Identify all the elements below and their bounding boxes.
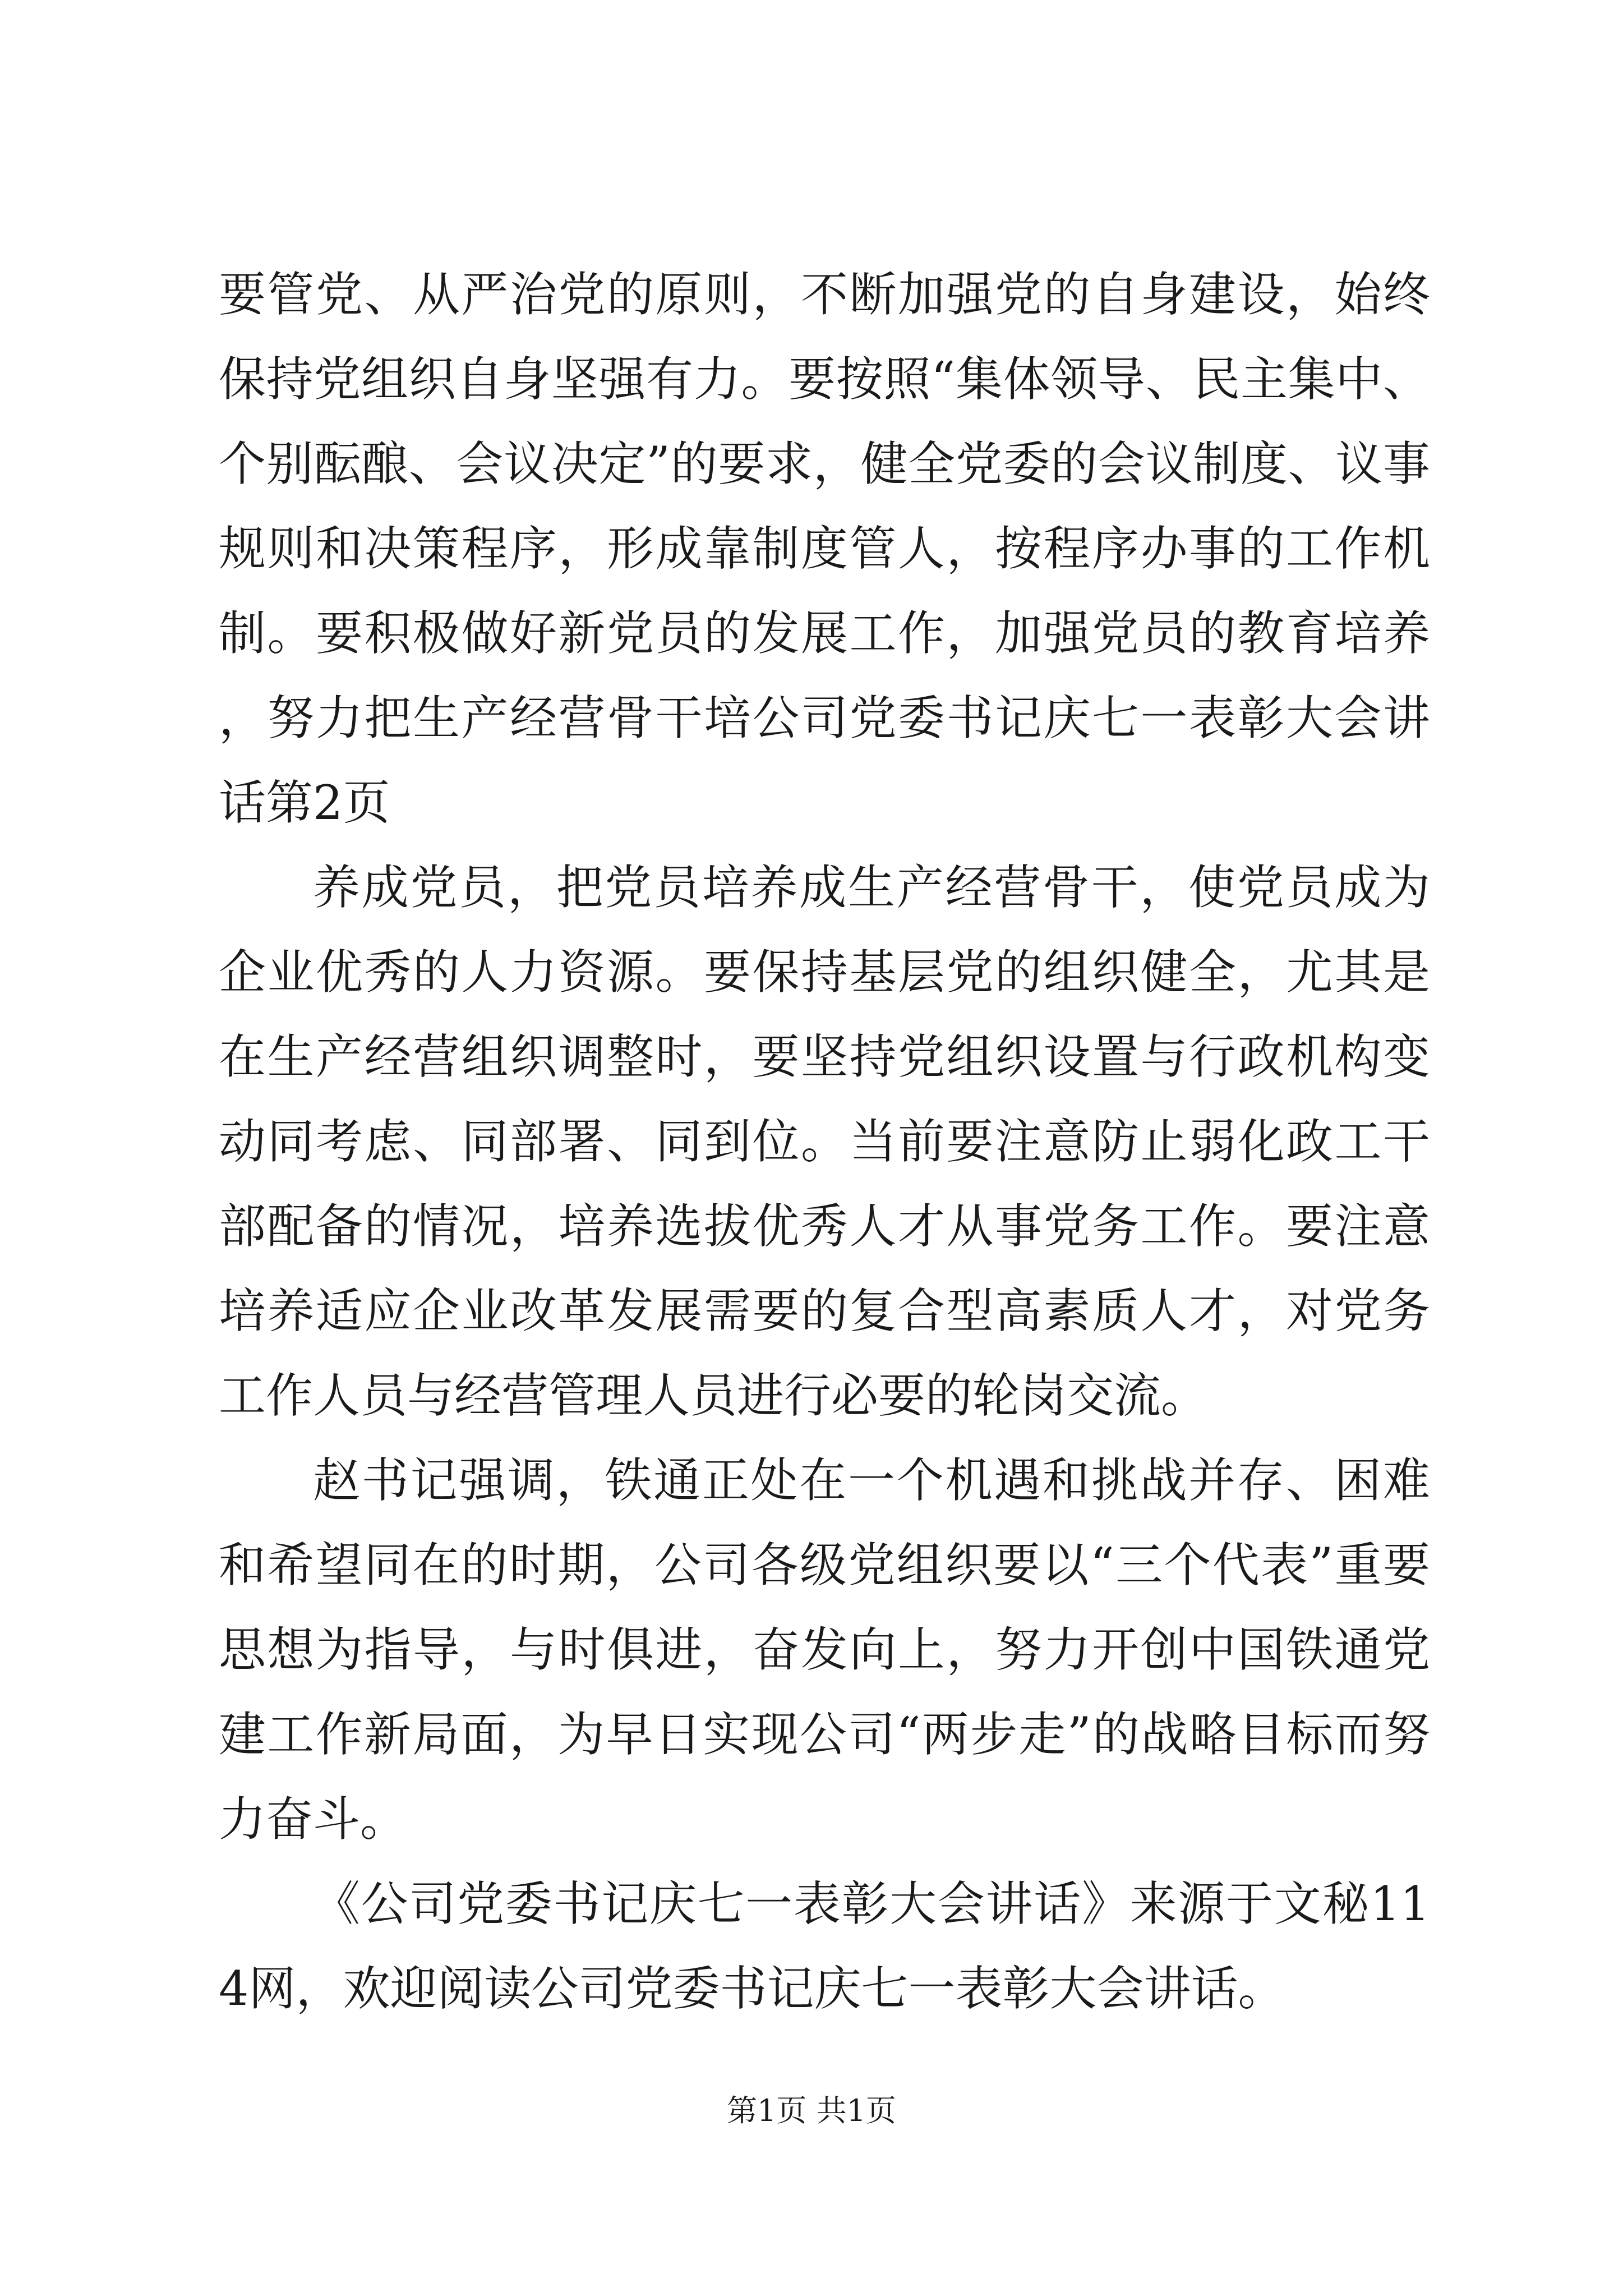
document-body: [219, 252, 1430, 2031]
paragraph-continuation: 要管党、从严治党的原则，不断加强党的自身建设，始终保持党组织自身坚强有力。要按照“集体领导、民主集中、个别酝酿、会议决定”的要求，健全党委的会议制度、议事规则和决策程序，形成靠制度管人，按程序办事的工作机制。要积极做好新党员的发展工作，加强党员的教育培养，努力把生产经营骨干培公司党委书记庆七一表彰大会讲话第2页: [219, 267, 1430, 830]
page-footer: 第1页 共1页: [727, 2093, 896, 2128]
paragraph-party-members: 养成党员，把党员培养成生产经营骨干，使党员成为企业优秀的人力资源。要保持基层党的组织健全，尤其是在生产经营组织调整时，要坚持党组织设置与行政机构变动同考虑、同部署、同到位。当前要注意防止弱化政工干部配备的情况，培养选拔优秀人才从事党务工作。要注意培养适应企业改革发展需要的复合型高素质人才，对党务工作人员与经营管理人员进行必要的轮岗交流。: [219, 860, 1430, 1423]
paragraph-secretary-emphasis: 赵书记强调，铁通正处在一个机遇和挑战并存、困难和希望同在的时期，公司各级党组织要以“三个代表”重要思想为指导，与时俱进，奋发向上，努力开创中国铁通党建工作新局面，为早日实现公司“两步走”的战略目标而努力奋斗。: [219, 1453, 1430, 1847]
paragraph-source-note: 《公司党委书记庆七一表彰大会讲话》来源于文秘114网，欢迎阅读公司党委书记庆七一表彰大会讲话。: [219, 1876, 1430, 2016]
